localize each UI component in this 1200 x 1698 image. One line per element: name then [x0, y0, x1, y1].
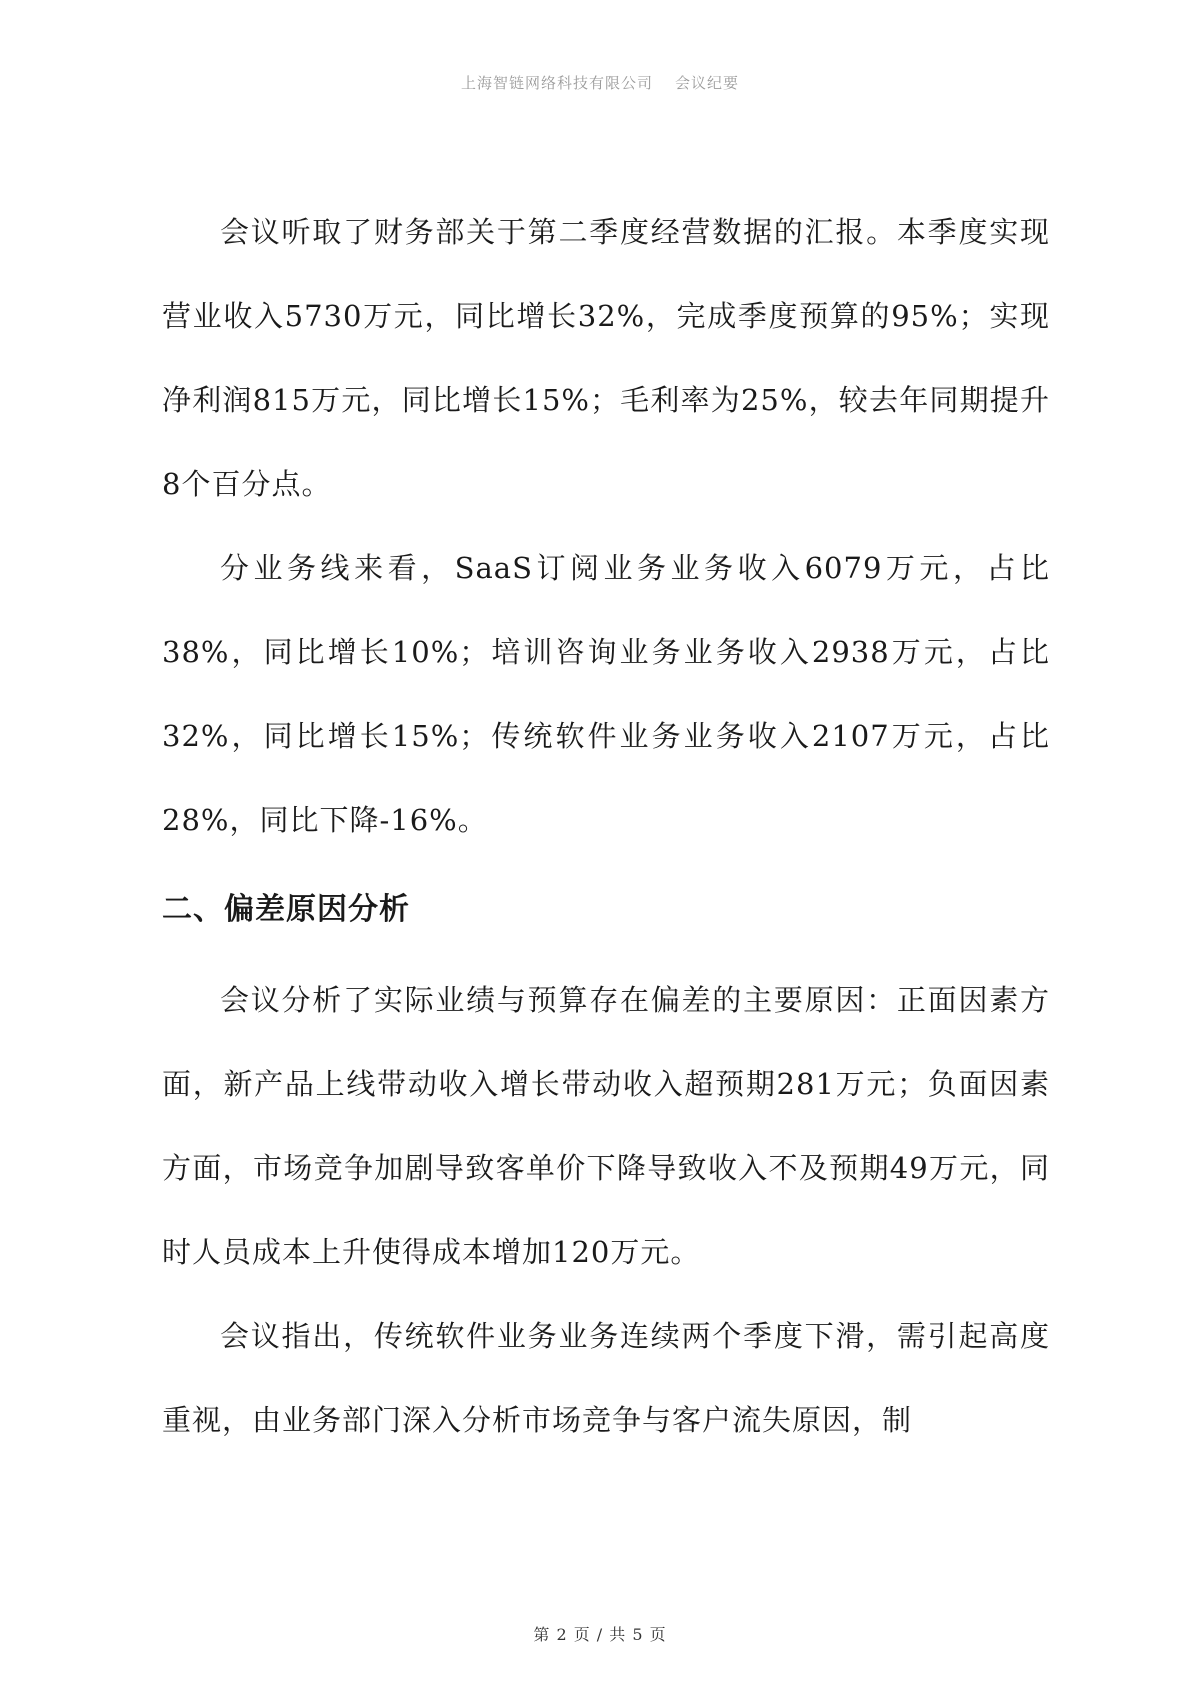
document-body [162, 190, 1050, 1462]
paragraph-variance-reasons: 会议分析了实际业绩与预算存在偏差的主要原因：正面因素方面，新产品上线带动收入增长带动收入超预期281万元；负面因素方面，市场竞争加剧导致客单价下降导致收入不及预期49万元，同时人员成本上升使得成本增加120万元。 [162, 983, 1050, 1269]
header-company: 上海智链网络科技有限公司 [460, 74, 653, 92]
paragraph-business-lines: 分业务线来看，SaaS订阅业务业务收入6079万元，占比38%，同比增长10%；培训咨询业务业务收入2938万元，占比32%，同比增长15%；传统软件业务业务收入2107万元，占比28%，同比下降-16%。 [162, 551, 1050, 837]
section-heading-variance-analysis: 二、偏差原因分析 [162, 892, 410, 927]
page-header [0, 72, 1200, 93]
paragraph-legacy-software-note: 会议指出，传统软件业务业务连续两个季度下滑，需引起高度重视，由业务部门深入分析市场竞争与客户流失原因，制 [162, 1319, 1050, 1437]
page-number: 第 2 页 / 共 5 页 [533, 1625, 667, 1644]
page-footer [0, 1622, 1200, 1645]
header-doc-type: 会议纪要 [675, 74, 740, 92]
paragraph-revenue-summary: 会议听取了财务部关于第二季度经营数据的汇报。本季度实现营业收入5730万元，同比增长32%，完成季度预算的95%；实现净利润815万元，同比增长15%；毛利率为25%，较去年同期提升8个百分点。 [162, 215, 1050, 501]
